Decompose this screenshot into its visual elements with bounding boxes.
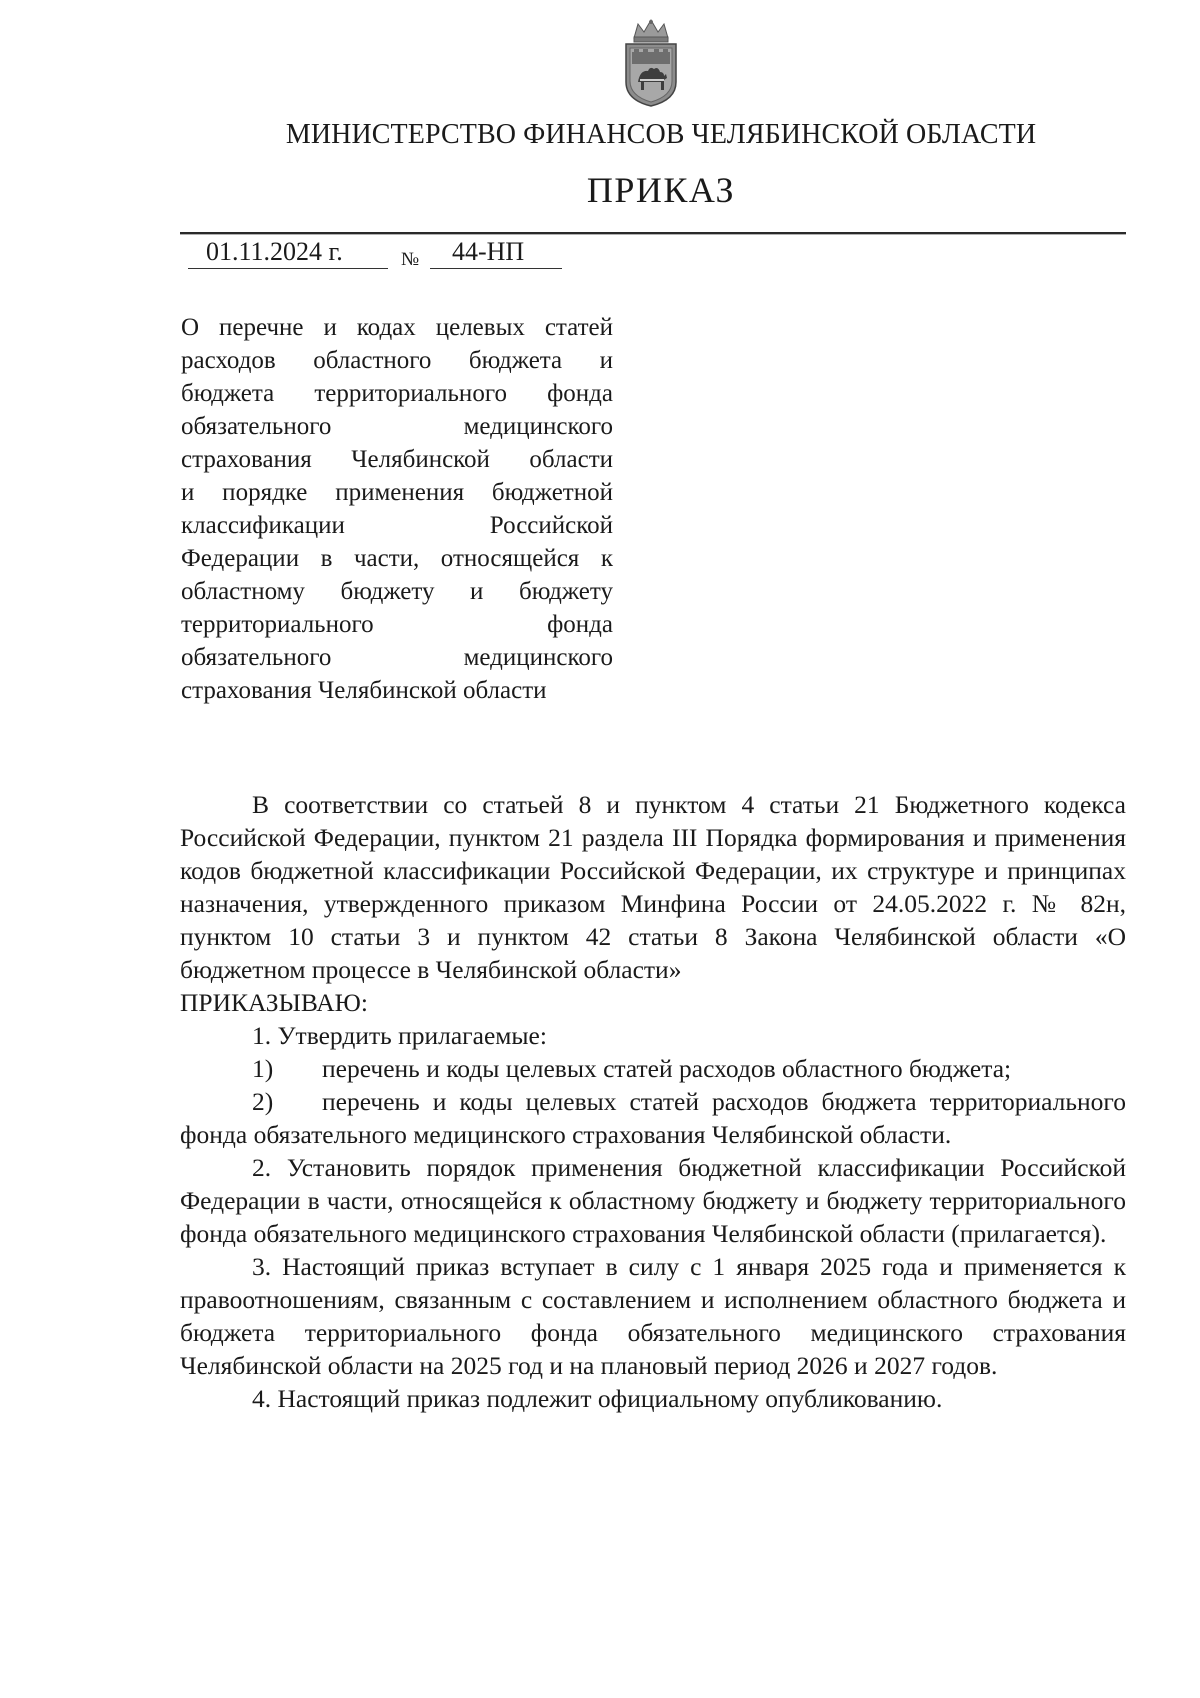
subject-line: расходов областного бюджета и [181,347,613,374]
decree-word: ПРИКАЗЫВАЮ: [180,988,368,1017]
subject-line: Федерации в части, относящейся к [181,545,613,572]
coat-of-arms-icon [620,16,682,108]
subject-line: обязательного медицинского [181,644,613,671]
subject-line: страхования Челябинской области [181,677,547,704]
preamble: В соответствии со статьей 8 и пунктом 4 статьи 21 Бюджетного кодекса Российской Федерации, пунктом 21 раздела III Порядка формирования и применения кодов бюджетной классификации Российской Федерации, их структуре и принципах назначения, утвержденного приказом Минфина России от 24.05.2022 г. № 82н, пунктом 10 статьи 3 и пунктом 42 статьи 8 Закона Челябинской области «О бюджетном процессе в Челябинской области» [180,790,1126,984]
subject-line: областному бюджету и бюджету [181,578,613,605]
subitem-1 [180,1052,1126,1085]
subitem-text: перечень и коды целевых статей расходов областного бюджета; [322,1054,1012,1083]
subitem-number: 2) [252,1087,274,1116]
subject-line: бюджета территориального фонда [181,380,613,407]
subject-line: классификации Российской [181,512,613,539]
order-subject [181,311,613,707]
header-rule-thin [180,234,1126,235]
point-3: 3. Настоящий приказ вступает в силу с 1 января 2025 года и применяется к правоотношениям, связанным с составлением и исполнением областного бюджета и бюджета территориального фонда обязательного медицинского страхования Челябинской области на 2025 год и на плановый период 2026 и 2027 годов. [180,1252,1126,1380]
order-body [180,788,1126,1415]
subitem-number: 1) [252,1054,274,1083]
subject-line: территориального фонда [181,611,613,638]
point-2: 2. Установить порядок применения бюджетной классификации Российской Федерации в части, относящейся к областному бюджету и бюджету территориального фонда обязательного медицинского страхования Челябинской области (прилагается). [180,1153,1126,1248]
subitem-text: перечень и коды целевых статей расходов бюджета территориального фонда обязательного медицинского страхования Челябинской области. [180,1087,1126,1149]
subject-line: обязательного медицинского [181,413,613,440]
subitem-2 [180,1085,1126,1151]
order-date: 01.11.2024 г. [188,236,388,269]
subject-line: и порядке применения бюджетной [181,479,613,506]
subject-line: О перечне и кодах целевых статей [181,314,613,341]
subject-line: страхования Челябинской области [181,446,613,473]
document-type: ПРИКАЗ [586,170,736,210]
order-number: 44-НП [430,236,562,269]
point-1: 1. Утвердить прилагаемые: [252,1021,547,1050]
point-4: 4. Настоящий приказ подлежит официальному опубликованию. [252,1384,943,1413]
number-sign: № [401,249,420,270]
ministry-name: МИНИСТЕРСТВО ФИНАНСОВ ЧЕЛЯБИНСКОЙ ОБЛАСТИ [285,119,1037,150]
